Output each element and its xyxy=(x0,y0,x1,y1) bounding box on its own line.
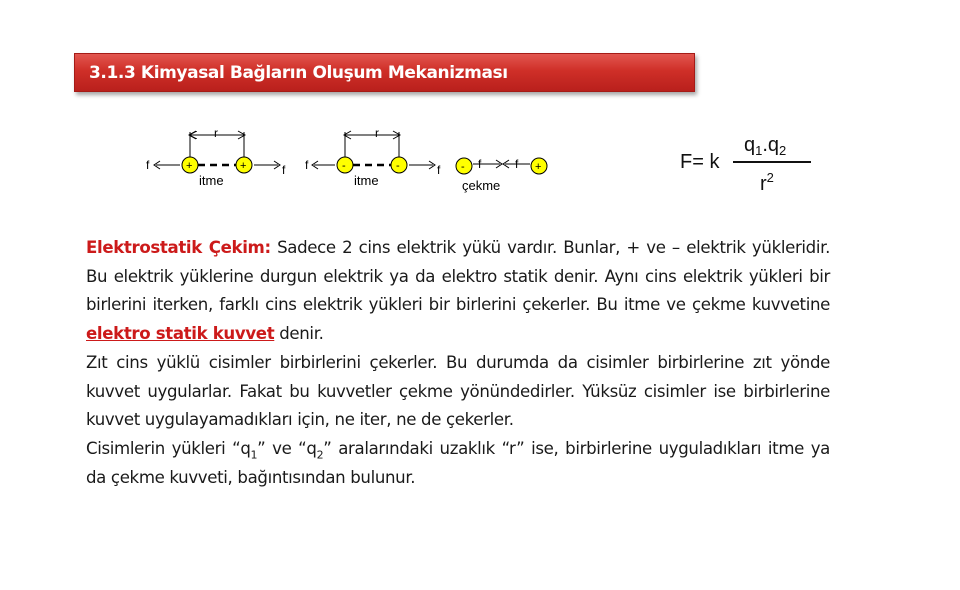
force-label-right: f xyxy=(515,157,519,171)
charge-sign: - xyxy=(342,160,346,172)
force-label-right: f xyxy=(282,163,286,177)
force-label-right: f xyxy=(437,163,441,177)
charge-sign: - xyxy=(396,160,400,172)
distance-label: r xyxy=(214,126,218,140)
formula-numerator: $q_1.q_2$ xyxy=(744,134,787,158)
charge-sign: - xyxy=(461,161,465,173)
coulomb-formula xyxy=(676,128,826,200)
key-term-link[interactable]: elektro statik kuvvet xyxy=(86,324,275,344)
formula-lhs: F= k xyxy=(680,151,720,173)
interaction-label: itme xyxy=(199,173,224,188)
charge-sign: + xyxy=(535,161,542,173)
body-text xyxy=(86,234,830,492)
distance-label: r xyxy=(375,126,379,140)
charge-sign: + xyxy=(186,160,193,172)
pair-repulsion-positive xyxy=(146,126,286,188)
interaction-label: itme xyxy=(354,173,379,188)
force-label-left: f xyxy=(478,157,482,171)
interaction-label: çekme xyxy=(462,178,501,193)
charge-interaction-diagram xyxy=(140,122,560,202)
slide-title: 3.1.3 Kimyasal Bağların Oluşum Mekanizması xyxy=(74,53,695,92)
pair-attraction xyxy=(456,157,547,193)
force-label-left: f xyxy=(305,158,309,172)
force-label-left: f xyxy=(146,158,150,172)
pair-repulsion-negative xyxy=(305,126,441,188)
paragraph-3: Cisimlerin yükleri “$q_1$” ve “$q_2$” aralarındaki uzaklık “r” ise, birbirlerine uyguladıkları itme ya da çekme kuvveti, bağıntısından bulunur. xyxy=(86,438,830,487)
paragraph-2: Zıt cins yüklü cisimler birbirlerini çekerler. Bu durumda da cisimler birbirlerine zıt yönde kuvvet uygularlar. Fakat bu kuvvetler çekme yönündedirler. Yüksüz cisimler ise birbirlerine kuvvet uygulayamadıkları için, ne iter, ne de çekerler. xyxy=(86,352,830,430)
charge-sign: + xyxy=(240,160,247,172)
section-heading: Elektrostatik Çekim: xyxy=(86,238,271,257)
formula-denominator: $r^2$ xyxy=(760,170,774,195)
paragraph-1: Elektrostatik Çekim: Sadece 2 cins elektrik yükü vardır. Bunlar, + ve – elektrik yükleridir. Bu elektrik yüklerine durgun elektrik ya da elektro statik denir. Aynı cins elektrik yükleri bir birlerini iterken, farklı cins elektrik yükleri bir birlerini çekerler. Bu itme ve çekme kuvvetine elektro statik kuvvet denir. xyxy=(86,238,830,344)
